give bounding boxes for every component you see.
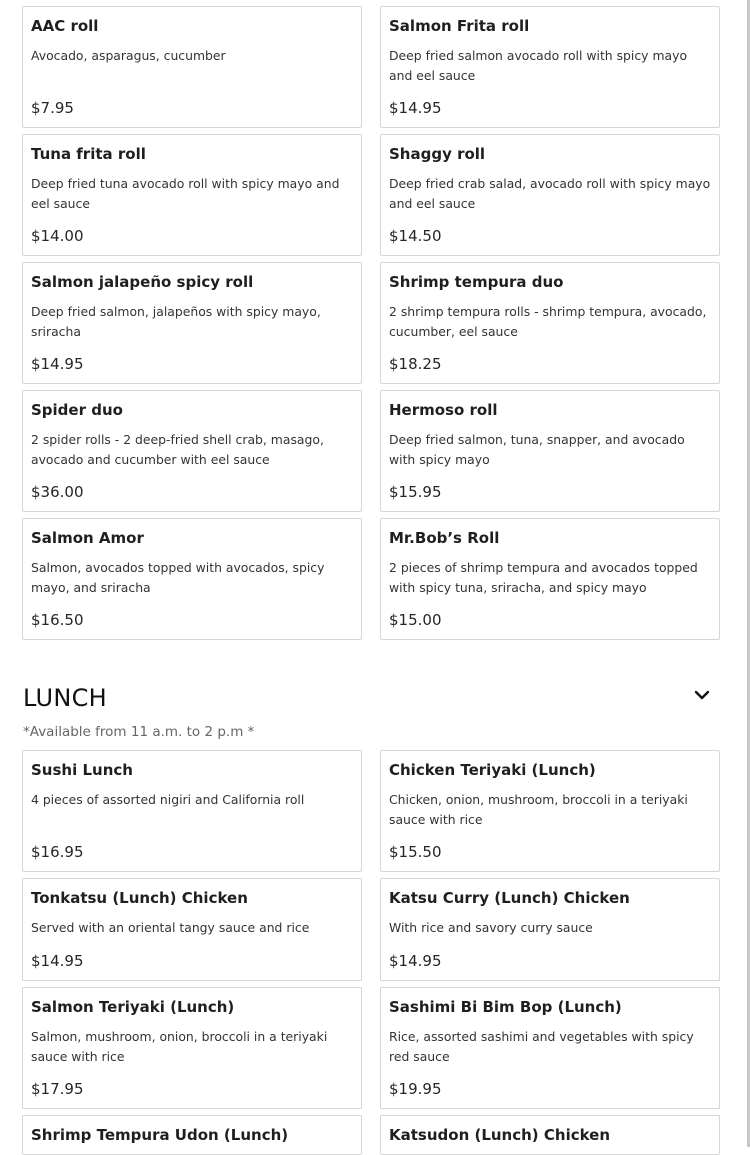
menu-item-description: Served with an oriental tangy sauce and rice xyxy=(31,920,310,935)
menu-item-card[interactable] xyxy=(380,262,720,384)
menu-item-price: $14.95 xyxy=(389,952,442,970)
menu-item-name: Chicken Teriyaki (Lunch) xyxy=(389,761,596,779)
menu-item-description: Deep fried salmon avocado roll with spicy mayo and eel sauce xyxy=(389,48,688,83)
menu-item-description: Deep fried crab salad, avocado roll with spicy mayo and eel sauce xyxy=(389,176,711,211)
menu-item-card[interactable] xyxy=(22,518,362,640)
menu-item-name: Tonkatsu (Lunch) Chicken xyxy=(31,889,248,907)
menu-item-card[interactable] xyxy=(22,6,362,128)
menu-item-description: 2 shrimp tempura rolls - shrimp tempura, avocado, cucumber, eel sauce xyxy=(389,304,707,339)
menu-item-name: Shaggy roll xyxy=(389,145,486,163)
menu-item-price: $14.00 xyxy=(31,227,84,245)
menu-item-name: Mr.Bob’s Roll xyxy=(389,529,500,547)
menu-item-description: 2 pieces of shrimp tempura and avocados topped with spicy tuna, sriracha, and spicy mayo xyxy=(389,560,698,595)
menu-item-price: $15.95 xyxy=(389,483,442,501)
menu-item-description: 2 spider rolls - 2 deep-fried shell crab, masago, avocado and cucumber with eel sauce xyxy=(31,432,324,467)
menu-item-price: $15.50 xyxy=(389,843,442,861)
menu-item-card[interactable] xyxy=(22,878,362,981)
menu-item-name: Salmon Amor xyxy=(31,529,144,547)
menu-item-name: Sushi Lunch xyxy=(31,761,133,779)
menu-item-price: $14.95 xyxy=(389,99,442,117)
menu-item-card[interactable] xyxy=(380,6,720,128)
menu-item-price: $14.95 xyxy=(31,355,84,373)
menu-item-description: With rice and savory curry sauce xyxy=(389,920,593,935)
menu-item-name: Salmon Teriyaki (Lunch) xyxy=(31,998,235,1016)
menu-item-name: Hermoso roll xyxy=(389,401,498,419)
rolls-menu-grid xyxy=(22,0,720,640)
menu-item-price: $16.50 xyxy=(31,611,84,629)
menu-item-name: Salmon Frita roll xyxy=(389,17,530,35)
menu-item-name: Shrimp tempura duo xyxy=(389,273,564,291)
menu-item-card[interactable] xyxy=(22,1115,362,1155)
menu-item-card[interactable] xyxy=(380,1115,720,1155)
menu-item-price: $19.95 xyxy=(389,1080,442,1098)
menu-item-description: Chicken, onion, mushroom, broccoli in a teriyaki sauce with rice xyxy=(389,792,688,827)
menu-item-card[interactable] xyxy=(380,878,720,981)
menu-item-name: AAC roll xyxy=(31,17,99,35)
menu-item-card[interactable] xyxy=(380,987,720,1109)
menu-item-card[interactable] xyxy=(22,262,362,384)
menu-item-card[interactable] xyxy=(380,390,720,512)
menu-item-description: Salmon, mushroom, onion, broccoli in a teriyaki sauce with rice xyxy=(31,1029,328,1064)
menu-item-description: 4 pieces of assorted nigiri and California roll xyxy=(31,792,305,807)
menu-item-card[interactable] xyxy=(22,134,362,256)
menu-item-description: Avocado, asparagus, cucumber xyxy=(31,48,226,63)
menu-item-price: $7.95 xyxy=(31,99,74,117)
menu-item-price: $14.50 xyxy=(389,227,442,245)
menu-item-name: Spider duo xyxy=(31,401,123,419)
menu-item-description: Deep fried tuna avocado roll with spicy mayo and eel sauce xyxy=(31,176,340,211)
menu-item-card[interactable] xyxy=(22,390,362,512)
chevron-down-icon[interactable] xyxy=(692,686,712,704)
menu-item-price: $15.00 xyxy=(389,611,442,629)
menu-item-price: $17.95 xyxy=(31,1080,84,1098)
menu-item-description: Deep fried salmon, tuna, snapper, and avocado with spicy mayo xyxy=(389,432,685,467)
menu-item-card[interactable] xyxy=(380,134,720,256)
menu-item-name: Tuna frita roll xyxy=(31,145,146,163)
menu-item-name: Katsu Curry (Lunch) Chicken xyxy=(389,889,630,907)
menu-item-card[interactable] xyxy=(22,987,362,1109)
menu-item-description: Salmon, avocados topped with avocados, spicy mayo, and sriracha xyxy=(31,560,325,595)
menu-item-card[interactable] xyxy=(380,750,720,872)
menu-item-price: $36.00 xyxy=(31,483,84,501)
section-title-lunch: LUNCH xyxy=(23,684,107,712)
menu-item-price: $14.95 xyxy=(31,952,84,970)
section-availability-note: *Available from 11 a.m. to 2 p.m * xyxy=(23,724,255,740)
menu-item-name: Salmon jalapeño spicy roll xyxy=(31,273,254,291)
lunch-menu-grid xyxy=(22,750,720,1155)
menu-item-price: $16.95 xyxy=(31,843,84,861)
menu-item-card[interactable] xyxy=(380,518,720,640)
menu-item-card[interactable] xyxy=(22,750,362,872)
menu-item-description: Deep fried salmon, jalapeños with spicy mayo, sriracha xyxy=(31,304,321,339)
menu-item-name: Katsudon (Lunch) Chicken xyxy=(389,1126,611,1144)
menu-item-price: $18.25 xyxy=(389,355,442,373)
menu-item-name: Shrimp Tempura Udon (Lunch) xyxy=(31,1126,289,1144)
menu-item-name: Sashimi Bi Bim Bop (Lunch) xyxy=(389,998,622,1016)
menu-item-description: Rice, assorted sashimi and vegetables with spicy red sauce xyxy=(389,1029,694,1064)
